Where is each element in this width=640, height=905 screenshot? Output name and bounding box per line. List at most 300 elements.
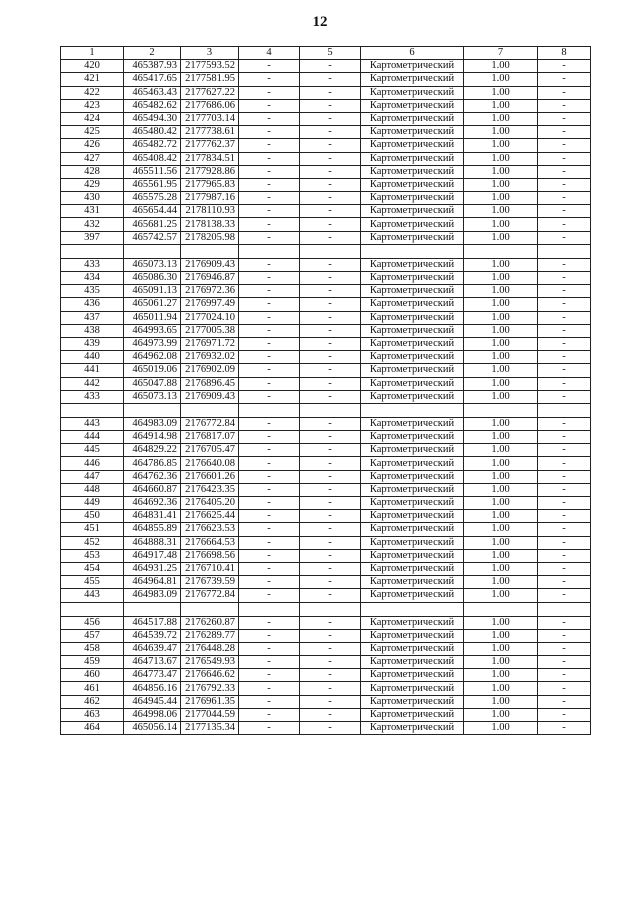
table-cell: -	[300, 112, 361, 125]
table-cell: 465681.25	[124, 218, 181, 231]
table-cell: 1.00	[464, 470, 538, 483]
table-cell: Картометрический	[361, 324, 464, 337]
table-cell: 424	[61, 112, 124, 125]
table-cell: -	[300, 444, 361, 457]
table-cell: 463	[61, 708, 124, 721]
table-cell: -	[239, 390, 300, 403]
table-cell: Картометрический	[361, 682, 464, 695]
empty-cell	[239, 602, 300, 616]
table-cell: -	[239, 205, 300, 218]
table-cell: Картометрический	[361, 311, 464, 324]
table-cell: -	[239, 165, 300, 178]
empty-cell	[124, 403, 181, 417]
table-cell: -	[300, 431, 361, 444]
table-cell: -	[538, 165, 591, 178]
table-cell: 459	[61, 656, 124, 669]
column-header: 8	[538, 47, 591, 60]
table-cell: 2176646.62	[181, 669, 239, 682]
table-cell: 465654.44	[124, 205, 181, 218]
empty-cell	[239, 403, 300, 417]
table-cell: 451	[61, 523, 124, 536]
table-cell: 452	[61, 536, 124, 549]
table-row	[61, 417, 591, 430]
table-cell: -	[300, 337, 361, 350]
table-cell: 1.00	[464, 272, 538, 285]
table-cell: Картометрический	[361, 73, 464, 86]
table-cell: -	[300, 483, 361, 496]
table-cell: Картометрический	[361, 589, 464, 602]
column-header: 1	[61, 47, 124, 60]
table-cell: 464983.09	[124, 589, 181, 602]
empty-cell	[300, 244, 361, 258]
table-cell: 2177593.52	[181, 60, 239, 73]
table-cell: 2177987.16	[181, 192, 239, 205]
table-cell: Картометрический	[361, 431, 464, 444]
table-cell: 2176601.26	[181, 470, 239, 483]
table-cell: -	[239, 272, 300, 285]
page-number: 12	[312, 14, 328, 30]
header-row	[61, 47, 591, 60]
table-cell: 465494.30	[124, 112, 181, 125]
table-cell: -	[239, 311, 300, 324]
table-cell: 2176972.36	[181, 285, 239, 298]
empty-cell	[300, 602, 361, 616]
empty-cell	[464, 403, 538, 417]
table-cell: -	[239, 139, 300, 152]
table-row	[61, 258, 591, 271]
empty-cell	[300, 403, 361, 417]
table-row	[61, 562, 591, 575]
table-cell: 447	[61, 470, 124, 483]
table-cell: -	[538, 682, 591, 695]
empty-cell	[361, 244, 464, 258]
table-cell: 1.00	[464, 298, 538, 311]
table-cell: -	[239, 642, 300, 655]
table-cell: 1.00	[464, 258, 538, 271]
table-cell: 2178205.98	[181, 231, 239, 244]
table-cell: -	[300, 192, 361, 205]
table-cell: Картометрический	[361, 497, 464, 510]
empty-cell	[239, 244, 300, 258]
table-cell: Картометрический	[361, 562, 464, 575]
table-cell: -	[300, 589, 361, 602]
table-row	[61, 656, 591, 669]
table-cell: Картометрический	[361, 536, 464, 549]
table-cell: 455	[61, 576, 124, 589]
table-cell: 464855.89	[124, 523, 181, 536]
table-cell: Картометрический	[361, 642, 464, 655]
table-cell: 458	[61, 642, 124, 655]
table-cell: Картометрический	[361, 364, 464, 377]
table-cell: 1.00	[464, 656, 538, 669]
table-row	[61, 457, 591, 470]
table-cell: -	[300, 642, 361, 655]
table-cell: 1.00	[464, 311, 538, 324]
table-cell: 2176260.87	[181, 616, 239, 629]
table-cell: -	[239, 285, 300, 298]
table-row	[61, 73, 591, 86]
table-cell: 464917.48	[124, 549, 181, 562]
table-cell: 464829.22	[124, 444, 181, 457]
table-cell: -	[538, 86, 591, 99]
table-cell: -	[239, 457, 300, 470]
table-cell: 462	[61, 695, 124, 708]
table-cell: 2177135.34	[181, 722, 239, 735]
table-cell: 1.00	[464, 669, 538, 682]
empty-cell	[538, 602, 591, 616]
table-cell: 425	[61, 126, 124, 139]
table-cell: 465480.42	[124, 126, 181, 139]
table-cell: 433	[61, 258, 124, 271]
table-row	[61, 337, 591, 350]
table-cell: -	[300, 126, 361, 139]
table-cell: -	[300, 60, 361, 73]
table-cell: 2176664.53	[181, 536, 239, 549]
table-cell: 464914.98	[124, 431, 181, 444]
table-cell: 2176640.08	[181, 457, 239, 470]
table-cell: 465047.88	[124, 377, 181, 390]
table-cell: 464517.88	[124, 616, 181, 629]
table-cell: 465086.30	[124, 272, 181, 285]
table-cell: Картометрический	[361, 390, 464, 403]
table-cell: Картометрический	[361, 272, 464, 285]
table-cell: 397	[61, 231, 124, 244]
table-cell: 2177686.06	[181, 99, 239, 112]
column-header: 4	[239, 47, 300, 60]
table-cell: -	[300, 536, 361, 549]
table-cell: -	[300, 616, 361, 629]
table-cell: Картометрический	[361, 126, 464, 139]
table-row	[61, 192, 591, 205]
table-cell: Картометрический	[361, 86, 464, 99]
table-cell: Картометрический	[361, 285, 464, 298]
table-cell: 465011.94	[124, 311, 181, 324]
table-cell: 2176971.72	[181, 337, 239, 350]
table-row	[61, 364, 591, 377]
table-cell: 2176817.07	[181, 431, 239, 444]
table-row	[61, 669, 591, 682]
table-cell: 433	[61, 390, 124, 403]
table-cell: -	[239, 112, 300, 125]
table-cell: -	[538, 669, 591, 682]
empty-cell	[124, 602, 181, 616]
table-cell: -	[300, 231, 361, 244]
table-cell: 1.00	[464, 60, 538, 73]
table-cell: 2177044.59	[181, 708, 239, 721]
table-cell: -	[239, 523, 300, 536]
table-cell: 2176423.35	[181, 483, 239, 496]
table-cell: 2178110.93	[181, 205, 239, 218]
table-row	[61, 178, 591, 191]
table-cell: -	[538, 470, 591, 483]
table-cell: 1.00	[464, 126, 538, 139]
table-cell: 421	[61, 73, 124, 86]
table-cell: -	[538, 178, 591, 191]
empty-cell	[464, 602, 538, 616]
table-row	[61, 139, 591, 152]
table-cell: 460	[61, 669, 124, 682]
table-cell: 444	[61, 431, 124, 444]
column-header: 5	[300, 47, 361, 60]
separator-row	[61, 403, 591, 417]
table-cell: -	[239, 152, 300, 165]
table-cell: 464762.36	[124, 470, 181, 483]
table-cell: -	[239, 682, 300, 695]
table-cell: -	[239, 298, 300, 311]
table-row	[61, 708, 591, 721]
column-header: 3	[181, 47, 239, 60]
table-cell: 1.00	[464, 629, 538, 642]
table-cell: -	[300, 272, 361, 285]
table-cell: 2176932.02	[181, 351, 239, 364]
empty-cell	[181, 602, 239, 616]
table-cell: -	[300, 351, 361, 364]
table-cell: -	[239, 536, 300, 549]
empty-cell	[61, 244, 124, 258]
table-row	[61, 285, 591, 298]
table-cell: 1.00	[464, 682, 538, 695]
table-cell: 2176909.43	[181, 390, 239, 403]
table-cell: -	[239, 324, 300, 337]
table-cell: 442	[61, 377, 124, 390]
table-cell: 449	[61, 497, 124, 510]
table-row	[61, 165, 591, 178]
table-cell: Картометрический	[361, 231, 464, 244]
table-cell: -	[239, 258, 300, 271]
table-cell: -	[300, 510, 361, 523]
table-cell: Картометрический	[361, 218, 464, 231]
table-cell: 2177703.14	[181, 112, 239, 125]
table-cell: -	[300, 497, 361, 510]
table-cell: -	[538, 205, 591, 218]
table-body	[61, 60, 591, 735]
table-cell: 2176623.53	[181, 523, 239, 536]
table-row	[61, 431, 591, 444]
table-cell: Картометрический	[361, 377, 464, 390]
table-cell: 2176625.44	[181, 510, 239, 523]
table-cell: -	[300, 682, 361, 695]
table-cell: -	[538, 431, 591, 444]
table-cell: 465482.62	[124, 99, 181, 112]
table-cell: 465073.13	[124, 390, 181, 403]
table-cell: -	[239, 351, 300, 364]
table-cell: 465482.72	[124, 139, 181, 152]
empty-cell	[181, 403, 239, 417]
table-cell: 457	[61, 629, 124, 642]
table-row	[61, 497, 591, 510]
table-cell: -	[538, 536, 591, 549]
table-cell: Картометрический	[361, 695, 464, 708]
table-cell: 1.00	[464, 165, 538, 178]
table-cell: -	[538, 377, 591, 390]
table-row	[61, 86, 591, 99]
table-cell: -	[538, 258, 591, 271]
table-row	[61, 695, 591, 708]
table-cell: -	[300, 99, 361, 112]
table-cell: -	[300, 324, 361, 337]
table-row	[61, 589, 591, 602]
table-cell: 464962.08	[124, 351, 181, 364]
table-cell: 464983.09	[124, 417, 181, 430]
table-cell: 443	[61, 417, 124, 430]
table-cell: -	[300, 695, 361, 708]
table-cell: -	[538, 589, 591, 602]
table-cell: -	[239, 549, 300, 562]
table-cell: -	[300, 470, 361, 483]
table-cell: 448	[61, 483, 124, 496]
table-row	[61, 390, 591, 403]
table-cell: 446	[61, 457, 124, 470]
table-row	[61, 483, 591, 496]
table-row	[61, 272, 591, 285]
table-cell: Картометрический	[361, 576, 464, 589]
table-cell: 464993.65	[124, 324, 181, 337]
table-cell: -	[538, 272, 591, 285]
table-cell: -	[239, 497, 300, 510]
table-cell: 1.00	[464, 351, 538, 364]
table-cell: 456	[61, 616, 124, 629]
table-cell: 438	[61, 324, 124, 337]
table-cell: 435	[61, 285, 124, 298]
table-cell: 464786.85	[124, 457, 181, 470]
table-cell: Картометрический	[361, 139, 464, 152]
table-cell: Картометрический	[361, 457, 464, 470]
table-cell: 1.00	[464, 722, 538, 735]
table-cell: 1.00	[464, 483, 538, 496]
table-cell: -	[538, 642, 591, 655]
table-cell: -	[239, 722, 300, 735]
table-cell: 465742.57	[124, 231, 181, 244]
table-cell: 436	[61, 298, 124, 311]
table-cell: -	[300, 629, 361, 642]
table-cell: Картометрический	[361, 337, 464, 350]
table-cell: -	[538, 616, 591, 629]
table-cell: -	[239, 417, 300, 430]
table-cell: -	[538, 298, 591, 311]
separator-row	[61, 244, 591, 258]
table-cell: 465511.56	[124, 165, 181, 178]
table-cell: 2176289.77	[181, 629, 239, 642]
table-cell: Картометрический	[361, 470, 464, 483]
table-cell: 464	[61, 722, 124, 735]
table-row	[61, 510, 591, 523]
table-cell: -	[538, 112, 591, 125]
table-cell: 1.00	[464, 112, 538, 125]
table-cell: -	[538, 629, 591, 642]
table-cell: 465417.65	[124, 73, 181, 86]
table-cell: -	[300, 417, 361, 430]
table-cell: 2176961.35	[181, 695, 239, 708]
table-cell: -	[538, 523, 591, 536]
table-cell: -	[239, 589, 300, 602]
table-cell: -	[239, 73, 300, 86]
table-cell: 2177581.95	[181, 73, 239, 86]
table-cell: 465575.28	[124, 192, 181, 205]
column-header: 6	[361, 47, 464, 60]
table-cell: -	[300, 708, 361, 721]
table-cell: 2177965.83	[181, 178, 239, 191]
table-cell: -	[300, 258, 361, 271]
empty-cell	[361, 602, 464, 616]
table-cell: -	[300, 86, 361, 99]
table-cell: 1.00	[464, 86, 538, 99]
table-cell: -	[538, 231, 591, 244]
table-cell: Картометрический	[361, 616, 464, 629]
table-cell: 464539.72	[124, 629, 181, 642]
table-cell: -	[300, 656, 361, 669]
table-cell: -	[538, 192, 591, 205]
table-cell: -	[300, 311, 361, 324]
table-cell: -	[239, 364, 300, 377]
table-cell: -	[239, 483, 300, 496]
table-cell: 1.00	[464, 73, 538, 86]
table-cell: -	[538, 126, 591, 139]
table-cell: -	[538, 390, 591, 403]
table-cell: 1.00	[464, 497, 538, 510]
column-header: 2	[124, 47, 181, 60]
table-cell: 1.00	[464, 562, 538, 575]
table-cell: 450	[61, 510, 124, 523]
table-row	[61, 642, 591, 655]
empty-cell	[538, 244, 591, 258]
table-cell: -	[538, 337, 591, 350]
table-row	[61, 444, 591, 457]
table-cell: 465561.95	[124, 178, 181, 191]
table-cell: Картометрический	[361, 298, 464, 311]
table-cell: 439	[61, 337, 124, 350]
table-row	[61, 629, 591, 642]
table-cell: 464713.67	[124, 656, 181, 669]
table-cell: -	[538, 351, 591, 364]
table-cell: 1.00	[464, 523, 538, 536]
table-cell: Картометрический	[361, 351, 464, 364]
table-cell: -	[300, 364, 361, 377]
table-cell: 2176698.56	[181, 549, 239, 562]
table-cell: 2176448.28	[181, 642, 239, 655]
table-cell: Картометрический	[361, 722, 464, 735]
table-cell: 465463.43	[124, 86, 181, 99]
table-cell: 464931.25	[124, 562, 181, 575]
table-cell: -	[300, 457, 361, 470]
table-cell: -	[239, 192, 300, 205]
table-cell: -	[239, 99, 300, 112]
table-cell: Картометрический	[361, 629, 464, 642]
table-cell: -	[538, 483, 591, 496]
column-header: 7	[464, 47, 538, 60]
table-cell: Картометрический	[361, 549, 464, 562]
table-cell: 454	[61, 562, 124, 575]
separator-row	[61, 602, 591, 616]
table-cell: Картометрический	[361, 165, 464, 178]
table-cell: -	[538, 722, 591, 735]
table-cell: Картометрический	[361, 60, 464, 73]
table-cell: Картометрический	[361, 708, 464, 721]
table-row	[61, 616, 591, 629]
table-cell: Картометрический	[361, 444, 464, 457]
table-cell: 1.00	[464, 205, 538, 218]
table-cell: 2177738.61	[181, 126, 239, 139]
table-cell: -	[239, 444, 300, 457]
table-cell: -	[239, 377, 300, 390]
table-cell: 465056.14	[124, 722, 181, 735]
table-cell: 428	[61, 165, 124, 178]
table-cell: -	[538, 708, 591, 721]
table-cell: Картометрический	[361, 192, 464, 205]
table-cell: 426	[61, 139, 124, 152]
table-cell: -	[300, 576, 361, 589]
table-row	[61, 576, 591, 589]
table-cell: -	[239, 470, 300, 483]
